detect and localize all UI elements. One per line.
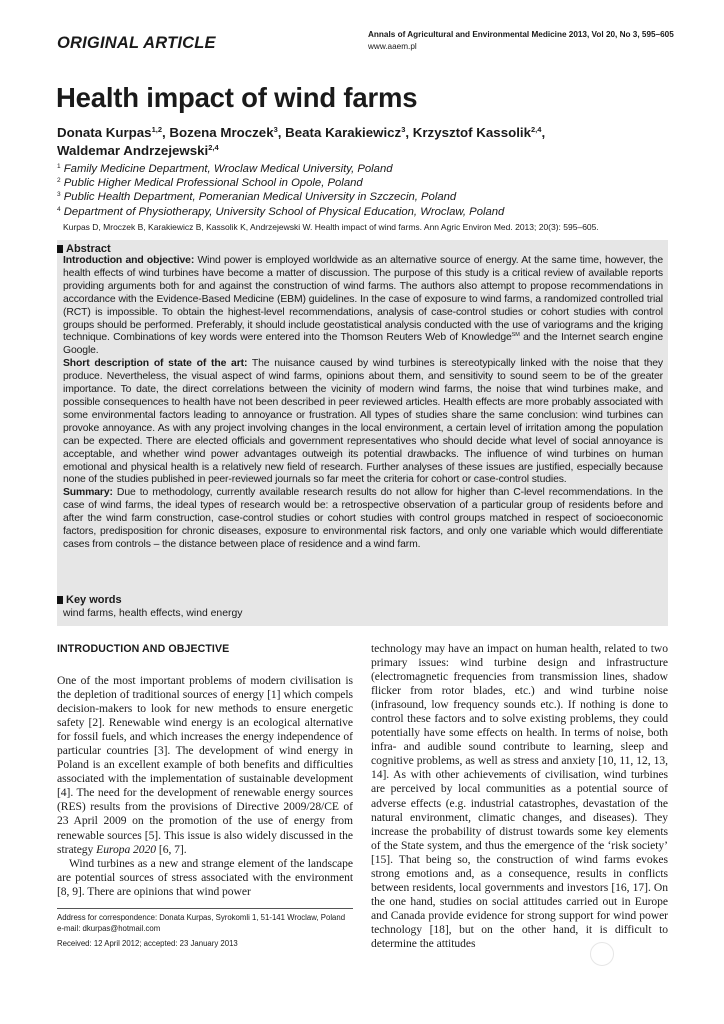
- abstract-intro-label: Introduction and objective:: [63, 255, 195, 266]
- journal-header: [368, 29, 674, 53]
- author-separator: ,: [162, 125, 170, 140]
- abstract-heading-text: Abstract: [66, 243, 111, 255]
- journal-website-link[interactable]: www.aaem.pl: [368, 42, 417, 51]
- abstract-summary-label: Summary:: [63, 487, 113, 499]
- author-separator: ,: [405, 125, 413, 140]
- square-bullet-icon: [57, 596, 63, 604]
- body-paragraph: Wind turbines as a new and strange element of the landscape are potential sources of stress associated with the environment [8, 9]. There are opinions that wind power: [57, 856, 353, 898]
- abstract-summary-paragraph: [63, 487, 663, 552]
- abstract-state-text: The nuisance caused by wind turbines is stereotypically linked with the noise that they produce. Nevertheless, the visual aspect of wind farms, opinions about them, and sensitivity to sound seem to be of the greater importance. To date, the direct correlations between the vicinity of modern wind farms, the noise that wind turbines make, and possible consequences to health have not been described in peer reviewed articles. Health effects are more probably associated with some environmental factors leading to annoyance or frustration. All types of studies share the same conclusion: wind turbines can provoke annoyance. As with any project involving changes in the local environment, a certain level of irritation among the population can be expected. There are elected officials and government representatives who should decide what level of social annoyance is acceptable, and whether wind power advantages outweigh its potential drawbacks. The influence of wind turbines on human emotional and physical health is a relatively new field of research. Further analyses of these issues are justified, especially because none of the studies published in peer-reviewed journals so far meet the criteria for cohort or case-control studies.: [63, 358, 664, 486]
- received-dates: Received: 12 April 2012; accepted: 23 January 2013: [57, 939, 238, 949]
- abstract-summary-text: Due to methodology, currently available research results do not allow for higher than C-level recommendations. In the case of wind farms, the ideal types of research would be: a retrospective observation of a particular group of residents before and after the wind farm construction, case-control studies or cohort studies with control groups matched in respect of socioeconomic factors, predisposition for chronic diseases, exposure to environmental risk factors, and only one variable which would differentiate cases from controls – the distance between place of residence and a wind farm.: [63, 487, 663, 550]
- abstract-state-paragraph: [63, 358, 663, 487]
- author-name: Beata Karakiewicz: [285, 125, 402, 140]
- article-title: Health impact of wind farms: [56, 82, 418, 113]
- article-citation: Kurpas D, Mroczek B, Karakiewicz B, Kassolik K, Andrzejewski W. Health impact of wind farms. Ann Agric Environ Med. 2013; 20(3): 595–605.: [63, 222, 599, 232]
- abstract-state-label: Short description of state of the art:: [63, 358, 248, 370]
- affiliation-item: [57, 205, 677, 219]
- keywords-text: wind farms, health effects, wind energy: [63, 608, 243, 619]
- affiliation-number: 4: [57, 205, 61, 213]
- affiliation-text: Public Higher Medical Professional School in Opole, Poland: [63, 177, 363, 190]
- author-separator: ,: [541, 125, 546, 140]
- abstract-body: [63, 255, 663, 552]
- right-column-body: [371, 642, 668, 951]
- body-text: [6, 7].: [156, 842, 187, 856]
- body-paragraph: [57, 674, 353, 857]
- left-column-body: [57, 674, 353, 899]
- affiliation-number: 1: [57, 163, 61, 170]
- journal-citation-line: Annals of Agricultural and Environmental Medicine 2013, Vol 20, No 3, 595–605: [368, 30, 674, 39]
- body-paragraph: technology may have an impact on human health, related to two primary issues: wind turbine design and infrastructure (electromagnetic frequencies from transmission lines, shadow flicker from rotor blades, etc.) and wind turbine noise (infrasound, low frequency sounds etc.). If nothing is done to control these factors and to solve existing problems, they could potentially have some effects on health. In terms of noise, both infra- and audible sound contribute to learning, sleep and cognitive problems, as well as stress and anxiety [10, 11, 12, 13, 14]. As with other achievements of civilisation, wind turbines are perceived by local communities as a potential source of adverse effects (e.g. industrial catastrophes, devastation of the natural environment, climatic changes, and diseases). They increase the probability of distrust towards some key elements of the State system, and thus the emergence of the ‘risk society’ [15]. That being so, the construction of wind farms evokes strong emotions and, as a consequence, results in conflicts between residents, local governments and investors [16, 17]. On the one hand, studies on social attitudes carried out in Europe and Canada provide evidence for strong support for wind power technology [18], but on the other hand, it is difficult to determine the attitudes: [371, 642, 668, 950]
- author-list: [57, 124, 677, 159]
- service-mark: SM: [511, 332, 520, 339]
- affiliation-item: [57, 190, 677, 204]
- abstract-box: [57, 240, 668, 626]
- author-affiliation-marker: 1,2: [151, 125, 163, 134]
- abstract-intro-text-end: and the Internet search engine Google.: [63, 332, 663, 357]
- author-affiliation-marker: 3: [401, 125, 406, 134]
- strategy-name: Europa 2020: [96, 842, 157, 856]
- affiliation-item: [57, 162, 677, 176]
- author-affiliation-marker: 3: [273, 125, 278, 134]
- correspondence-footnote: [57, 908, 353, 950]
- keywords-heading-text: Key words: [66, 594, 122, 606]
- affiliation-list: [57, 162, 677, 219]
- abstract-intro-text: Wind power is employed worldwide as an alternative source of energy. At the same time, however, the health effects of wind turbines have become a matter of discussion. The purpose of this study is a critical review of available reports providing arguments both for and against the construction of wind farms. The authors also attempt to propose recommendations in accordance with the Evidence-Based Medicine (EBM) guidelines. In the case of exposure to wind farms, a randomized controlled trial (RCT) is impossible. To obtain the highest-level recommendations, analysis of case-control studies or cohort studies with control groups should be performed. Preferably, it should include geostatistical analysis conducted with the use of variograms and the kriging technique. Combinations of key words were entered into the Thomson Reuters Web of Knowledge: [63, 255, 663, 344]
- author-name: Waldemar Andrzejewski: [57, 142, 209, 158]
- right-column: [371, 642, 668, 951]
- watermark-circle-icon: [590, 942, 614, 966]
- affiliation-text: Department of Physiotherapy, University School of Physical Education, Wroclaw, Poland: [63, 205, 505, 218]
- abstract-intro-paragraph: [63, 255, 663, 358]
- affiliation-item: [57, 176, 677, 190]
- left-column: [57, 643, 353, 899]
- affiliation-number: 3: [57, 191, 61, 199]
- correspondence-email[interactable]: e-mail: dkurpas@hotmail.com: [57, 923, 161, 933]
- author-affiliation-marker: 2,4: [531, 125, 542, 134]
- affiliation-text: Family Medicine Department, Wroclaw Medical University, Poland: [63, 163, 393, 175]
- author-name: Bozena Mroczek: [169, 125, 274, 140]
- section-heading: INTRODUCTION AND OBJECTIVE: [57, 643, 230, 655]
- author-name: Krzysztof Kassolik: [412, 125, 531, 140]
- square-bullet-icon: [57, 245, 63, 253]
- author-affiliation-marker: 2,4: [208, 142, 219, 152]
- affiliation-text: Public Health Department, Pomeranian Medical University in Szczecin, Poland: [63, 191, 457, 204]
- affiliation-number: 2: [57, 177, 61, 185]
- section-label: ORIGINAL ARTICLE: [57, 34, 216, 52]
- keywords-heading: [57, 594, 122, 607]
- author-name: Donata Kurpas: [57, 125, 152, 140]
- correspondence-address: Address for correspondence: Donata Kurpas, Syrokomli 1, 51-141 Wroclaw, Poland: [57, 913, 346, 922]
- author-separator: ,: [277, 125, 286, 140]
- body-text: One of the most important problems of modern civilisation is the depletion of traditional sources of energy [1] which compels decision-makers to look for new methods to ensure energetic safety [2]. Renewable wind energy is an ecological alternative for fossil fuels, and which increases the energy independence of particular countries [3]. The development of wind energy in Poland is an excellent example of both benefits and difficulties associated with the implementation of sustainable development [4]. The need for the development of renewable energy sources (RES) results from the provisions of Directive 2009/28/CE of 23 April 2009 on the promotion of the use of energy from renewable sources [5]. This issue is also widely discussed in the strategy: [57, 674, 353, 856]
